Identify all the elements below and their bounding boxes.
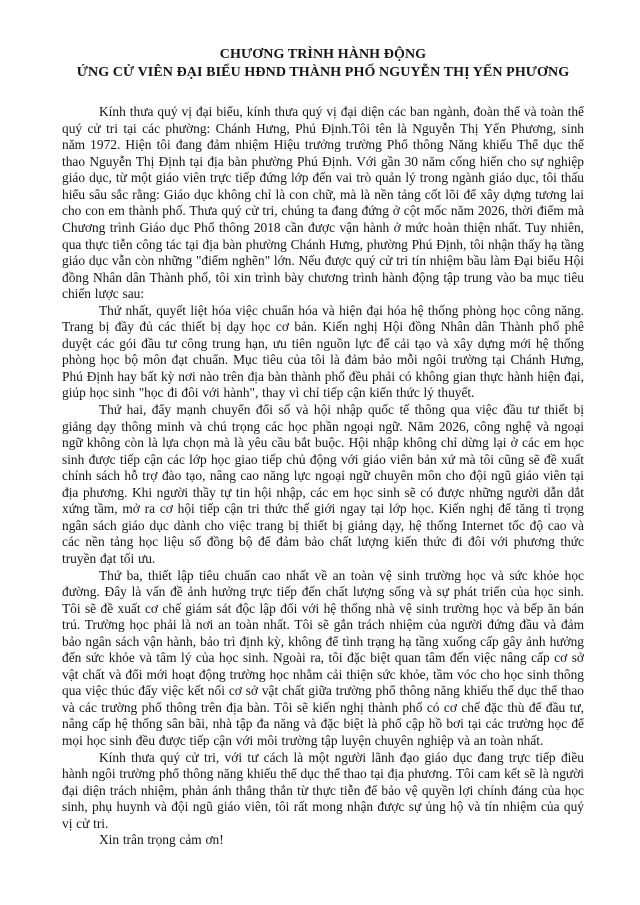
document-title [62, 46, 584, 81]
document-body [62, 104, 584, 849]
document-title-line1: CHƯƠNG TRÌNH HÀNH ĐỘNG [219, 47, 427, 62]
paragraph-goal-first: Thứ nhất, quyết liệt hóa việc chuẩn hóa và hiện đại hóa hệ thống phòng học công năng. Trang bị đầy đủ các thiết bị dạy học cơ bản. Kiến nghị Hội đồng Nhân dân Thành phố phê duyệt các gói đầu tư công trung hạn, ưu tiên nguồn lực để cải tạo và xây dựng mới hệ thống phòng học bộ môn đạt chuẩn. Mục tiêu của tôi là đảm bảo mỗi ngôi trường tại Chánh Hưng, Phú Định hay bất kỳ nơi nào trên địa bàn thành phố đều phải có không gian thực hành hiện đại, giúp học sinh "học đi đôi với hành", thay vì chỉ tiếp cận kiến thức lý thuyết. [62, 302, 584, 401]
paragraph-commitment: Kính thưa quý cử tri, với tư cách là một người lãnh đạo giáo dục đang trực tiếp điều hành ngôi trường phổ thông năng khiếu thể dục thể thao tại địa phương. Tôi cam kết sẽ là người đại diện trách nhiệm, phản ánh thẳng thắn từ thực tiễn để bảo vệ quyền lợi chính đáng của học sinh, phụ huynh và đội ngũ giáo viên, tôi rất mong nhận được sự ủng hộ và tín nhiệm của quý vị cử tri. [62, 749, 584, 831]
paragraph-opening: Kính thưa quý vị đại biểu, kính thưa quý vị đại diện các ban ngành, đoàn thể và toàn thể quý cử tri tại các phường: Chánh Hưng, Phú Định.Tôi tên là Nguyễn Thị Yến Phương, sinh năm 1972. Hiện tôi đang đảm nhiệm Hiệu trưởng trường Phổ thông Năng khiếu Thể dục thể thao Nguyễn Thị Định tại địa bàn phường Phú Định. Với gần 30 năm cống hiến cho sự nghiệp giáo dục, từ một giáo viên trực tiếp đứng lớp đến vai trò quản lý trong ngành giáo dục, tôi thấu hiểu sâu sắc rằng: Giáo dục không chỉ là con chữ, mà là nền tảng cốt lõi để xây dựng tương lai cho con em thành phố. Thưa quý cử tri, chúng ta đang đứng ở cột mốc năm 2026, thời điểm mà Chương trình Giáo dục Phổ thông 2018 cần được vận hành ở mức hoàn thiện nhất. Tuy nhiên, qua thực tiễn công tác tại địa bàn phường Chánh Hưng, phường Phú Định, tôi nhận thấy hạ tầng giáo dục vẫn còn những "điểm nghẽn" lớn. Nếu được quý cử tri tín nhiệm bầu làm Đại biểu Hội đồng Nhân dân Thành phố, tôi xin trình bày chương trình hành động tập trung vào ba mục tiêu chiến lược sau: [62, 104, 584, 302]
paragraph-goal-second: Thứ hai, đẩy mạnh chuyển đổi số và hội nhập quốc tế thông qua việc đầu tư thiết bị giảng dạy thông minh và chú trọng các học phần ngoại ngữ. Năm 2026, công nghệ và ngoại ngữ không còn là lựa chọn mà là yêu cầu bắt buộc. Hội nhập không chỉ dừng lại ở các em học sinh được tiếp cận các lớp học giao tiếp chủ động với giáo viên bản xứ mà tôi cũng sẽ đề xuất chính sách hỗ trợ đào tạo, nâng cao năng lực ngoại ngữ chuyên môn cho đội ngũ giáo viên tại địa phương. Khi người thầy tự tin hội nhập, các em học sinh sẽ có được những người dẫn dắt xứng tầm, mở ra cơ hội tiếp cận tri thức thế giới ngay tại lớp học. Kiến nghị để tăng tỉ trọng ngân sách giáo dục dành cho việc trang bị thiết bị giảng dạy, hệ thống Internet tốc độ cao và các nền tảng học liệu số đồng bộ để đảm bảo chất lượng kiến thức đi đôi với phương thức truyền đạt tối ưu. [62, 402, 584, 566]
paragraph-closing: Xin trân trọng cảm ơn! [99, 832, 224, 848]
document-title-line2: ỨNG CỬ VIÊN ĐẠI BIỂU HĐND THÀNH PHỐ NGUYỄN THỊ YẾN PHƯƠNG [76, 64, 570, 80]
paragraph-goal-third: Thứ ba, thiết lập tiêu chuẩn cao nhất về an toàn vệ sinh trường học và sức khỏe học đường. Đây là vấn đề ảnh hưởng trực tiếp đến chất lượng sống và sự phát triển của học sinh. Tôi sẽ đề xuất cơ chế giám sát độc lập đối với hệ thống nhà vệ sinh trường học và bếp ăn bán trú. Trường học phải là nơi an toàn nhất. Tôi sẽ gắn trách nhiệm của người đứng đầu và đảm bảo ngân sách vận hành, bảo trì định kỳ, không để tình trạng hạ tầng xuống cấp gây ảnh hưởng đến sức khỏe và tâm lý của học sinh. Ngoài ra, tôi đặc biệt quan tâm đến việc nâng cấp cơ sở vật chất và đổi mới hoạt động trường học nhằm cải thiện sức khỏe, tầm vóc cho học sinh thông qua việc thúc đẩy việc kết nối cơ sở vật chất giữa trường phổ thông năng khiếu thể dục thể thao và các trường phổ thông trên địa bàn. Tôi sẽ kiến nghị thành phố có cơ chế đặc thù để đầu tư, nâng cấp hệ thống sân bãi, nhà tập đa năng và đặc biệt là phổ cập hồ bơi tại các trường học để mọi học sinh đều được tiếp cận với môi trường tập luyện chuyên nghiệp và an toàn nhất. [62, 567, 584, 748]
